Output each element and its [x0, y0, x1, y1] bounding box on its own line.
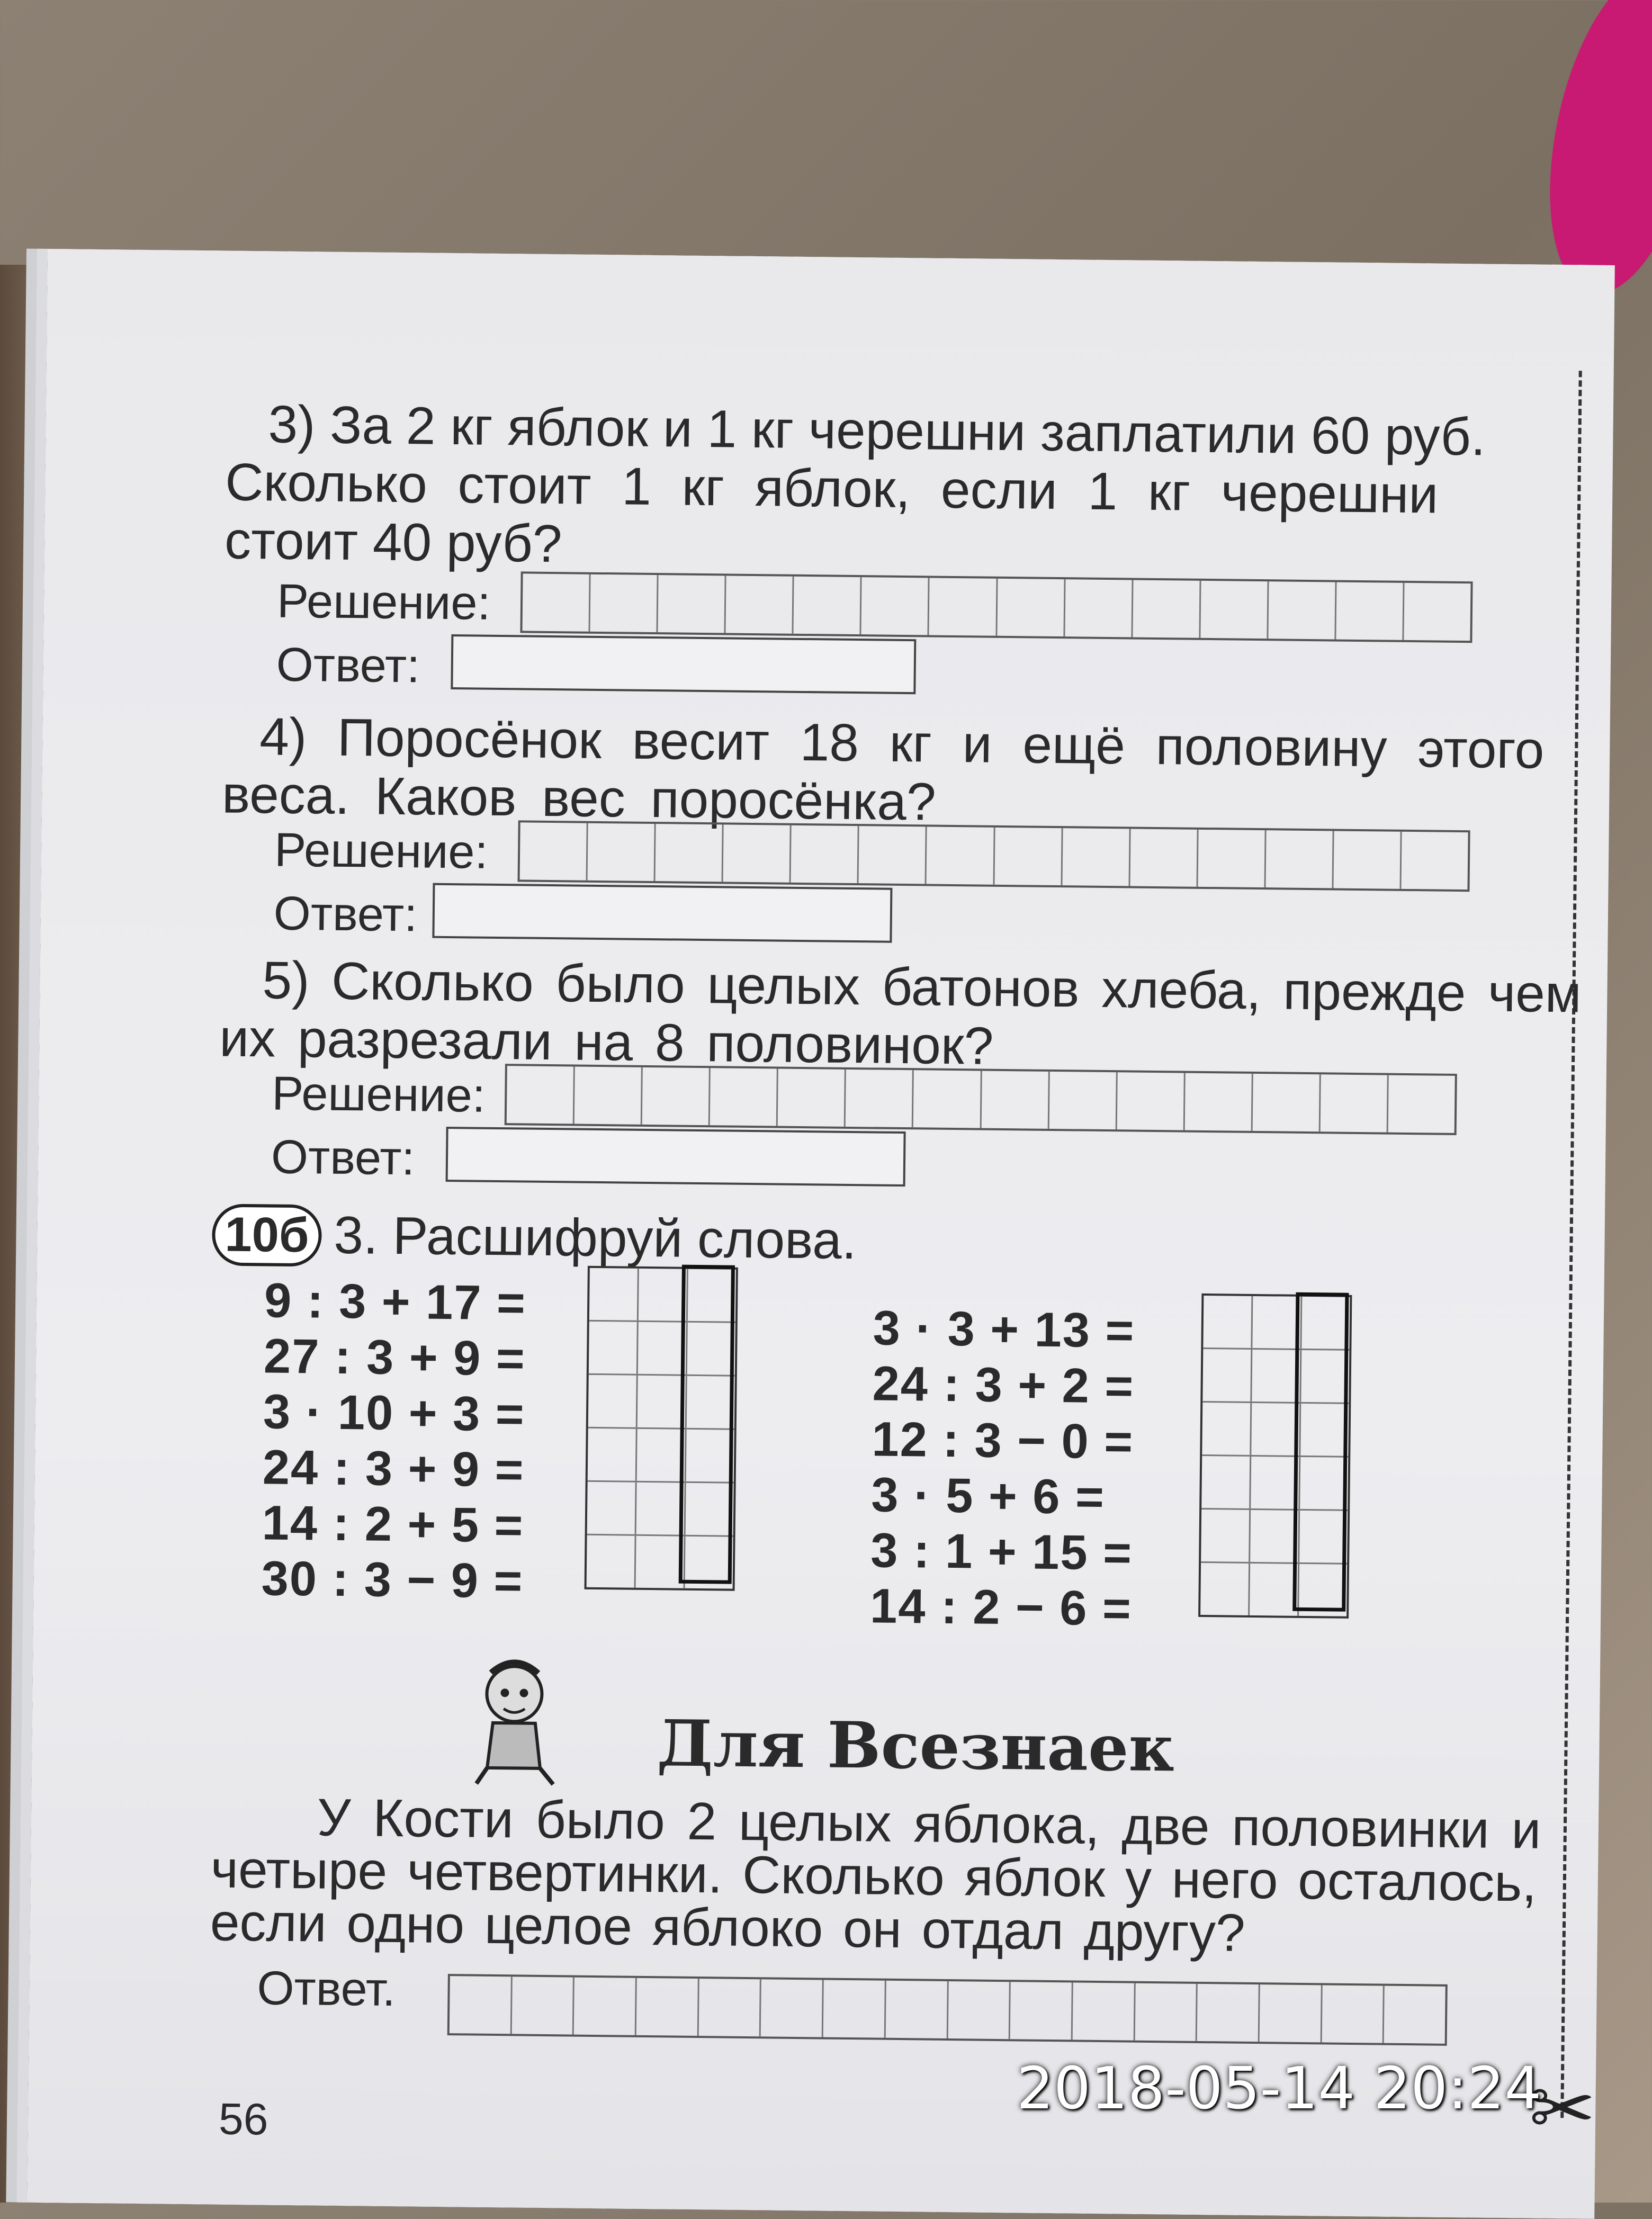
left-expr: 3 · 10 + 3 = [263, 1385, 526, 1442]
task4-answer-label: Ответ: [273, 887, 418, 942]
bonus-line2: четыре четвертинки. Сколько яблок у него осталось, [210, 1839, 1537, 1913]
task4-answer-box[interactable] [432, 883, 892, 943]
exercise-badge: 10б [212, 1203, 322, 1266]
task3-line1: 3) За 2 кг яблок и 1 кг черешни заплатили 60 руб. [267, 394, 1486, 467]
page-number: 56 [218, 2094, 268, 2144]
left-expr: 14 : 2 + 5 = [262, 1496, 524, 1553]
right-key-column [1292, 1292, 1349, 1612]
task4-line1: 4) Поросёнок весит 18 кг и ещё половину этого [259, 707, 1545, 780]
right-expr: 14 : 2 − 6 = [869, 1579, 1133, 1636]
task3-answer-label: Ответ: [276, 638, 420, 693]
left-key-column [679, 1265, 735, 1584]
right-expr: 3 · 3 + 13 = [873, 1301, 1135, 1358]
task4-solution-cells[interactable] [518, 820, 1470, 892]
boy-illustration-icon [466, 1651, 563, 1790]
right-expr: 24 : 3 + 2 = [872, 1356, 1135, 1414]
right-expr: 12 : 3 − 0 = [872, 1412, 1134, 1469]
cut-line [1560, 371, 1582, 2118]
left-expr: 27 : 3 + 9 = [263, 1329, 526, 1386]
task3-solution-cells[interactable] [520, 571, 1473, 643]
task5-answer-box[interactable] [446, 1127, 906, 1187]
task3-answer-box[interactable] [451, 634, 916, 694]
bonus-answer-label: Ответ. [257, 1962, 396, 2017]
left-expr: 9 : 3 + 17 = [264, 1273, 527, 1331]
task4-solution-label: Решение: [274, 823, 489, 879]
task5-solution-label: Решение: [271, 1067, 486, 1122]
workbook-page [27, 249, 1614, 2219]
bonus-answer-cells[interactable] [447, 1974, 1448, 2046]
task5-answer-label: Ответ: [271, 1130, 415, 1185]
bonus-line1: У Кости было 2 целых яблока, две половинки и [317, 1787, 1541, 1860]
left-expr: 24 : 3 + 9 = [262, 1440, 525, 1497]
scissors-icon: ✂ [1528, 2063, 1596, 2153]
photo-timestamp: 2018-05-14 20:24 [1017, 2054, 1542, 2122]
task3-line2: Сколько стоит 1 кг яблок, если 1 кг черешни [225, 452, 1439, 525]
left-expr: 30 : 3 − 9 = [261, 1551, 524, 1609]
task3-line3: стоит 40 руб? [224, 510, 563, 574]
bonus-line3: если одно целое яблоко он отдал другу? [210, 1892, 1246, 1963]
task4-line2: веса. Каков вес поросёнка? [221, 765, 937, 832]
right-expr: 3 · 5 + 6 = [870, 1468, 1106, 1525]
task5-line1: 5) Сколько было целых батонов хлеба, прежде чем [262, 950, 1582, 1024]
right-expr: 3 : 1 + 15 = [870, 1523, 1133, 1580]
task5-solution-cells[interactable] [505, 1064, 1457, 1135]
exercise-title: 3. Расшифруй слова. [333, 1205, 857, 1271]
task5-line2: их разрезали на 8 половинок? [219, 1008, 994, 1076]
background-object [1524, 0, 1652, 307]
task3-solution-label: Решение: [276, 574, 491, 630]
bonus-heading: Для Всезнаек [656, 1706, 1175, 1786]
